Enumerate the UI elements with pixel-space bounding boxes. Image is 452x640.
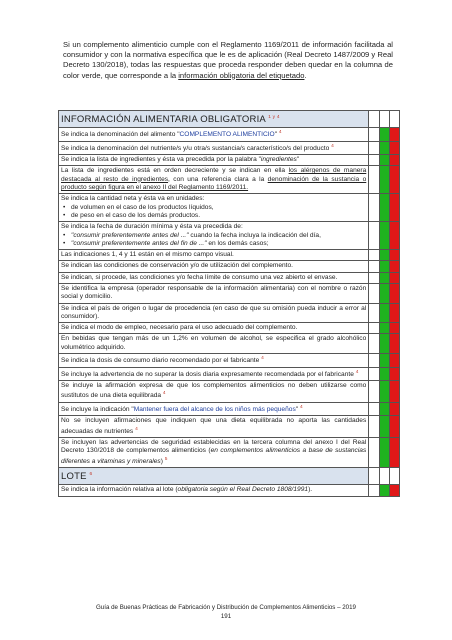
table-row: Se indica la dosis de consumo diario recomendado por el fabricante $^4$ bbox=[59, 354, 400, 367]
green-check-cell[interactable] bbox=[379, 354, 389, 367]
section-title: INFORMACIÓN ALIMENTARIA OBLIGATORIA $^{1 y 4}$ bbox=[59, 111, 369, 128]
table-row: Se incluye la advertencia de no superar la dosis diaria expresamente recomendada por el fabricante $^4$ bbox=[59, 367, 400, 380]
red-check-cell[interactable] bbox=[389, 438, 399, 468]
section-title: LOTE $^6$ bbox=[59, 468, 369, 485]
intro-paragraph: Si un complemento alimenticio cumple con el Reglamento 1169/2011 de información facilitada al consumidor y con la normativa específica que le es de aplicación (Real Decreto 1487/2009 y Real Decreto 130/2018), todas las respuestas que proceda responder deben quedar en la columna de color verde, que corresponde a la información obligatoria del etiquetado. bbox=[63, 40, 393, 80]
red-check-cell[interactable] bbox=[389, 303, 399, 323]
table-row: Se indica el modo de empleo, necesario para el uso adecuado del complemento. bbox=[59, 323, 400, 334]
green-check-cell[interactable] bbox=[379, 166, 389, 194]
red-check-cell[interactable] bbox=[389, 381, 399, 403]
table-row: Se indican las condiciones de conservación y/o de utilización del complemento. bbox=[59, 261, 400, 272]
table-row: Se indica la lista de ingredientes y ésta va precedida por la palabra "ingredientes" bbox=[59, 155, 400, 166]
table-row: No se incluyen afirmaciones que indiquen que una dieta equilibrada no aporta las cantidades adecuadas de nutrientes $^4$ bbox=[59, 416, 400, 438]
green-check-cell[interactable] bbox=[379, 334, 389, 354]
table-row: Se indica la cantidad neta y ésta va en unidades: • de volumen en el caso de los productos líquidos, • de peso en el caso de los demás productos. bbox=[59, 194, 400, 222]
table-row: Se identifica la empresa (operador responsable de la información alimentaria) con el nombre o razón social y domicilio. bbox=[59, 283, 400, 303]
table-row: Se indica la fecha de duración mínima y ésta va precedida de: • "consumir preferentemente antes del ..." cuando la fecha incluya la indicación del día, • "consumir preferentemente antes del fin de ..." en los demás casos; bbox=[59, 222, 400, 250]
green-check-cell[interactable] bbox=[379, 141, 389, 154]
page-number: 191 bbox=[220, 613, 232, 620]
red-check-cell[interactable] bbox=[389, 155, 399, 166]
table-row: Se indica el país de origen o lugar de procedencia (en caso de que su omisión pueda inducir a error al consumidor). bbox=[59, 303, 400, 323]
green-check-cell[interactable] bbox=[379, 438, 389, 468]
green-check-cell[interactable] bbox=[379, 155, 389, 166]
table-row: Se indica la denominación del alimento "COMPLEMENTO ALIMENTICIO" $^4$ bbox=[59, 128, 400, 141]
green-check-cell[interactable] bbox=[379, 128, 389, 141]
red-check-cell[interactable] bbox=[389, 323, 399, 334]
intro-link-text: información obligatoria del etiquetado bbox=[178, 70, 305, 80]
red-check-cell[interactable] bbox=[389, 485, 399, 496]
section-header-row bbox=[59, 111, 400, 128]
red-check-cell[interactable] bbox=[389, 261, 399, 272]
red-check-cell[interactable] bbox=[389, 222, 399, 250]
table-row: En bebidas que tengan más de un 1,2% en volumen de alcohol, se especifica el grado alcohólico volumétrico adquirido. bbox=[59, 334, 400, 354]
green-check-cell[interactable] bbox=[379, 323, 389, 334]
green-check-cell[interactable] bbox=[379, 381, 389, 403]
red-check-cell[interactable] bbox=[389, 334, 399, 354]
green-check-cell[interactable] bbox=[379, 194, 389, 222]
red-check-cell[interactable] bbox=[389, 416, 399, 438]
table-row: Se incluye la indicación "Mantener fuera del alcance de los niños más pequeños" $^4$ bbox=[59, 402, 400, 415]
green-check-cell[interactable] bbox=[379, 367, 389, 380]
red-check-cell[interactable] bbox=[389, 367, 399, 380]
red-check-cell[interactable] bbox=[389, 283, 399, 303]
red-check-cell[interactable] bbox=[389, 194, 399, 222]
green-check-cell[interactable] bbox=[379, 261, 389, 272]
footer-title: Guía de Buenas Prácticas de Fabricación y Distribución de Complementos Alimenticios – 2019 bbox=[95, 604, 356, 611]
red-check-cell[interactable] bbox=[389, 166, 399, 194]
table-row: Se incluye la afirmación expresa de que los complementos alimenticios no deben utilizarse como sustitutos de una dieta equilibrada $^4$ bbox=[59, 381, 400, 403]
green-check-cell[interactable] bbox=[379, 402, 389, 415]
green-check-cell[interactable] bbox=[379, 250, 389, 261]
red-check-cell[interactable] bbox=[389, 250, 399, 261]
green-check-cell[interactable] bbox=[379, 222, 389, 250]
table-row: Las indicaciones 1, 4 y 11 están en el mismo campo visual. bbox=[59, 250, 400, 261]
green-check-cell[interactable] bbox=[379, 303, 389, 323]
section-header-row bbox=[59, 468, 400, 485]
red-check-cell[interactable] bbox=[389, 272, 399, 283]
table-row: Se indica la información relativa al lote (obligatoria según el Real Decreto 1808/1991). bbox=[59, 485, 400, 496]
table-row: Se incluyen las advertencias de seguridad establecidas en la tercera columna del anexo I del Real Decreto 130/2018 de complementos alimenticios (en complementos alimenticios a base de sustancias diferentes a vitaminas y minerales) $^5$ bbox=[59, 438, 400, 468]
table-row: Se indican, si procede, las condiciones y/o fecha límite de consumo una vez abierto el envase. bbox=[59, 272, 400, 283]
checklist-table bbox=[58, 110, 400, 497]
red-check-cell[interactable] bbox=[389, 402, 399, 415]
red-check-cell[interactable] bbox=[389, 141, 399, 154]
green-check-cell[interactable] bbox=[379, 485, 389, 496]
red-check-cell[interactable] bbox=[389, 354, 399, 367]
table-row: Se indica la denominación del nutriente/s y/u otra/s sustancia/s característico/s del producto $^4$ bbox=[59, 141, 400, 154]
green-check-cell[interactable] bbox=[379, 416, 389, 438]
green-check-cell[interactable] bbox=[379, 283, 389, 303]
green-check-cell[interactable] bbox=[379, 272, 389, 283]
red-check-cell[interactable] bbox=[389, 128, 399, 141]
table-row: La lista de ingredientes está en orden decreciente y se indican en ella los alérgenos de manera destacada al resto de ingredientes, con una referencia clara a la denominación de la sustancia o producto según figura en el anexo II del Reglamento 1169/2011. bbox=[59, 166, 400, 194]
